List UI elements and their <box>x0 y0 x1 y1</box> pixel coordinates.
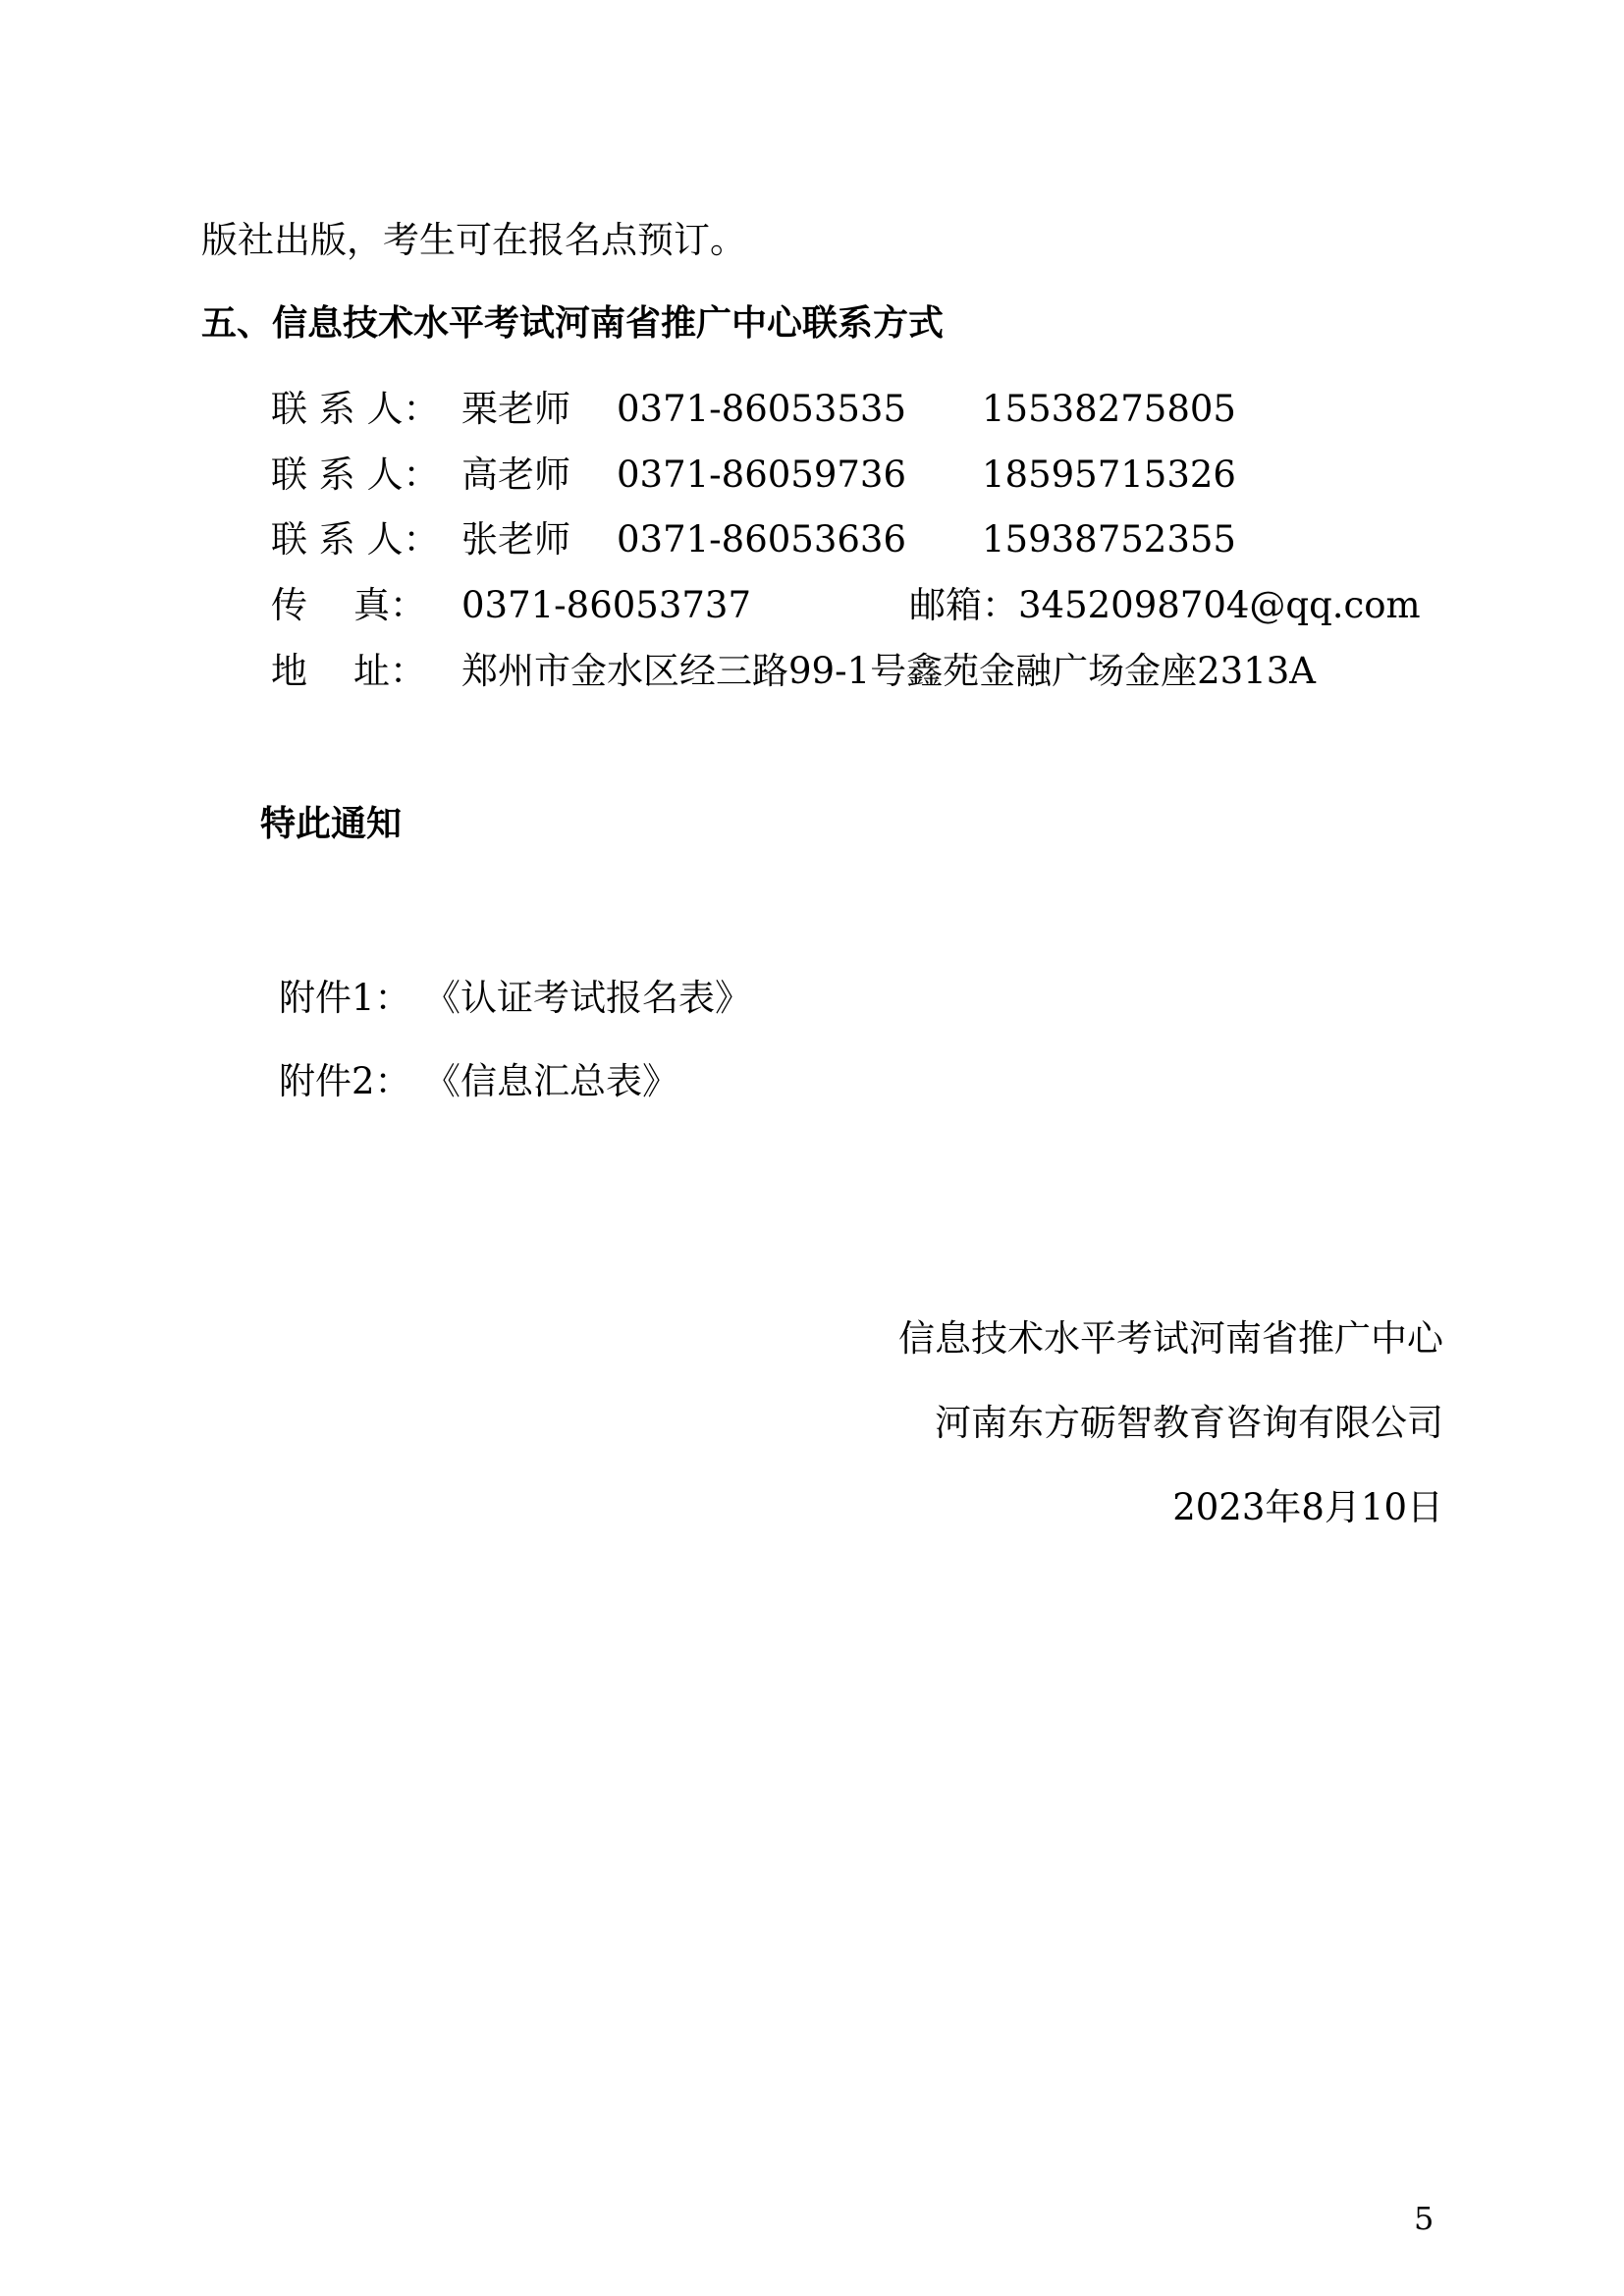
email-value: 3452098704@qq.com <box>1018 584 1421 626</box>
email-label: 邮箱： <box>909 584 1018 626</box>
attachment-label: 附件1： <box>279 977 411 1019</box>
page-number: 5 <box>1414 2200 1435 2237</box>
contact-name: 栗老师 <box>461 388 570 430</box>
contact-phone: 0371-86053535 <box>617 388 906 430</box>
contact-mobile: 15938752355 <box>982 518 1236 561</box>
signature-date: 2023年8月10日 <box>1172 1486 1443 1528</box>
contact-label: 联 系 人： <box>271 388 440 430</box>
section-heading: 五、信息技术水平考试河南省推广中心联系方式 <box>201 303 945 344</box>
signature-org2: 河南东方砺智教育咨询有限公司 <box>935 1402 1443 1444</box>
intro-line: 版社出版，考生可在报名点预订。 <box>201 219 746 261</box>
contact-label: 联 系 人： <box>271 454 440 496</box>
contact-label: 联 系 人： <box>271 518 440 561</box>
signature-org1: 信息技术水平考试河南省推广中心 <box>898 1317 1443 1360</box>
attachment-title: 《信息汇总表》 <box>424 1060 678 1102</box>
address-label: 地 址： <box>271 650 427 692</box>
contact-name: 张老师 <box>461 518 570 561</box>
attachment-title: 《认证考试报名表》 <box>424 977 751 1019</box>
fax-label: 传 真： <box>271 584 427 626</box>
contact-phone: 0371-86053636 <box>617 518 906 561</box>
address-value: 郑州市金水区经三路99-1号鑫苑金融广场金座2313A <box>461 650 1317 692</box>
notice-text: 特此通知 <box>260 804 403 844</box>
contact-phone: 0371-86059736 <box>617 454 906 496</box>
fax-value: 0371-86053737 <box>461 584 751 626</box>
attachment-label: 附件2： <box>279 1060 411 1102</box>
contact-name: 高老师 <box>461 454 570 496</box>
contact-mobile: 15538275805 <box>982 388 1236 430</box>
contact-mobile: 18595715326 <box>982 454 1236 496</box>
